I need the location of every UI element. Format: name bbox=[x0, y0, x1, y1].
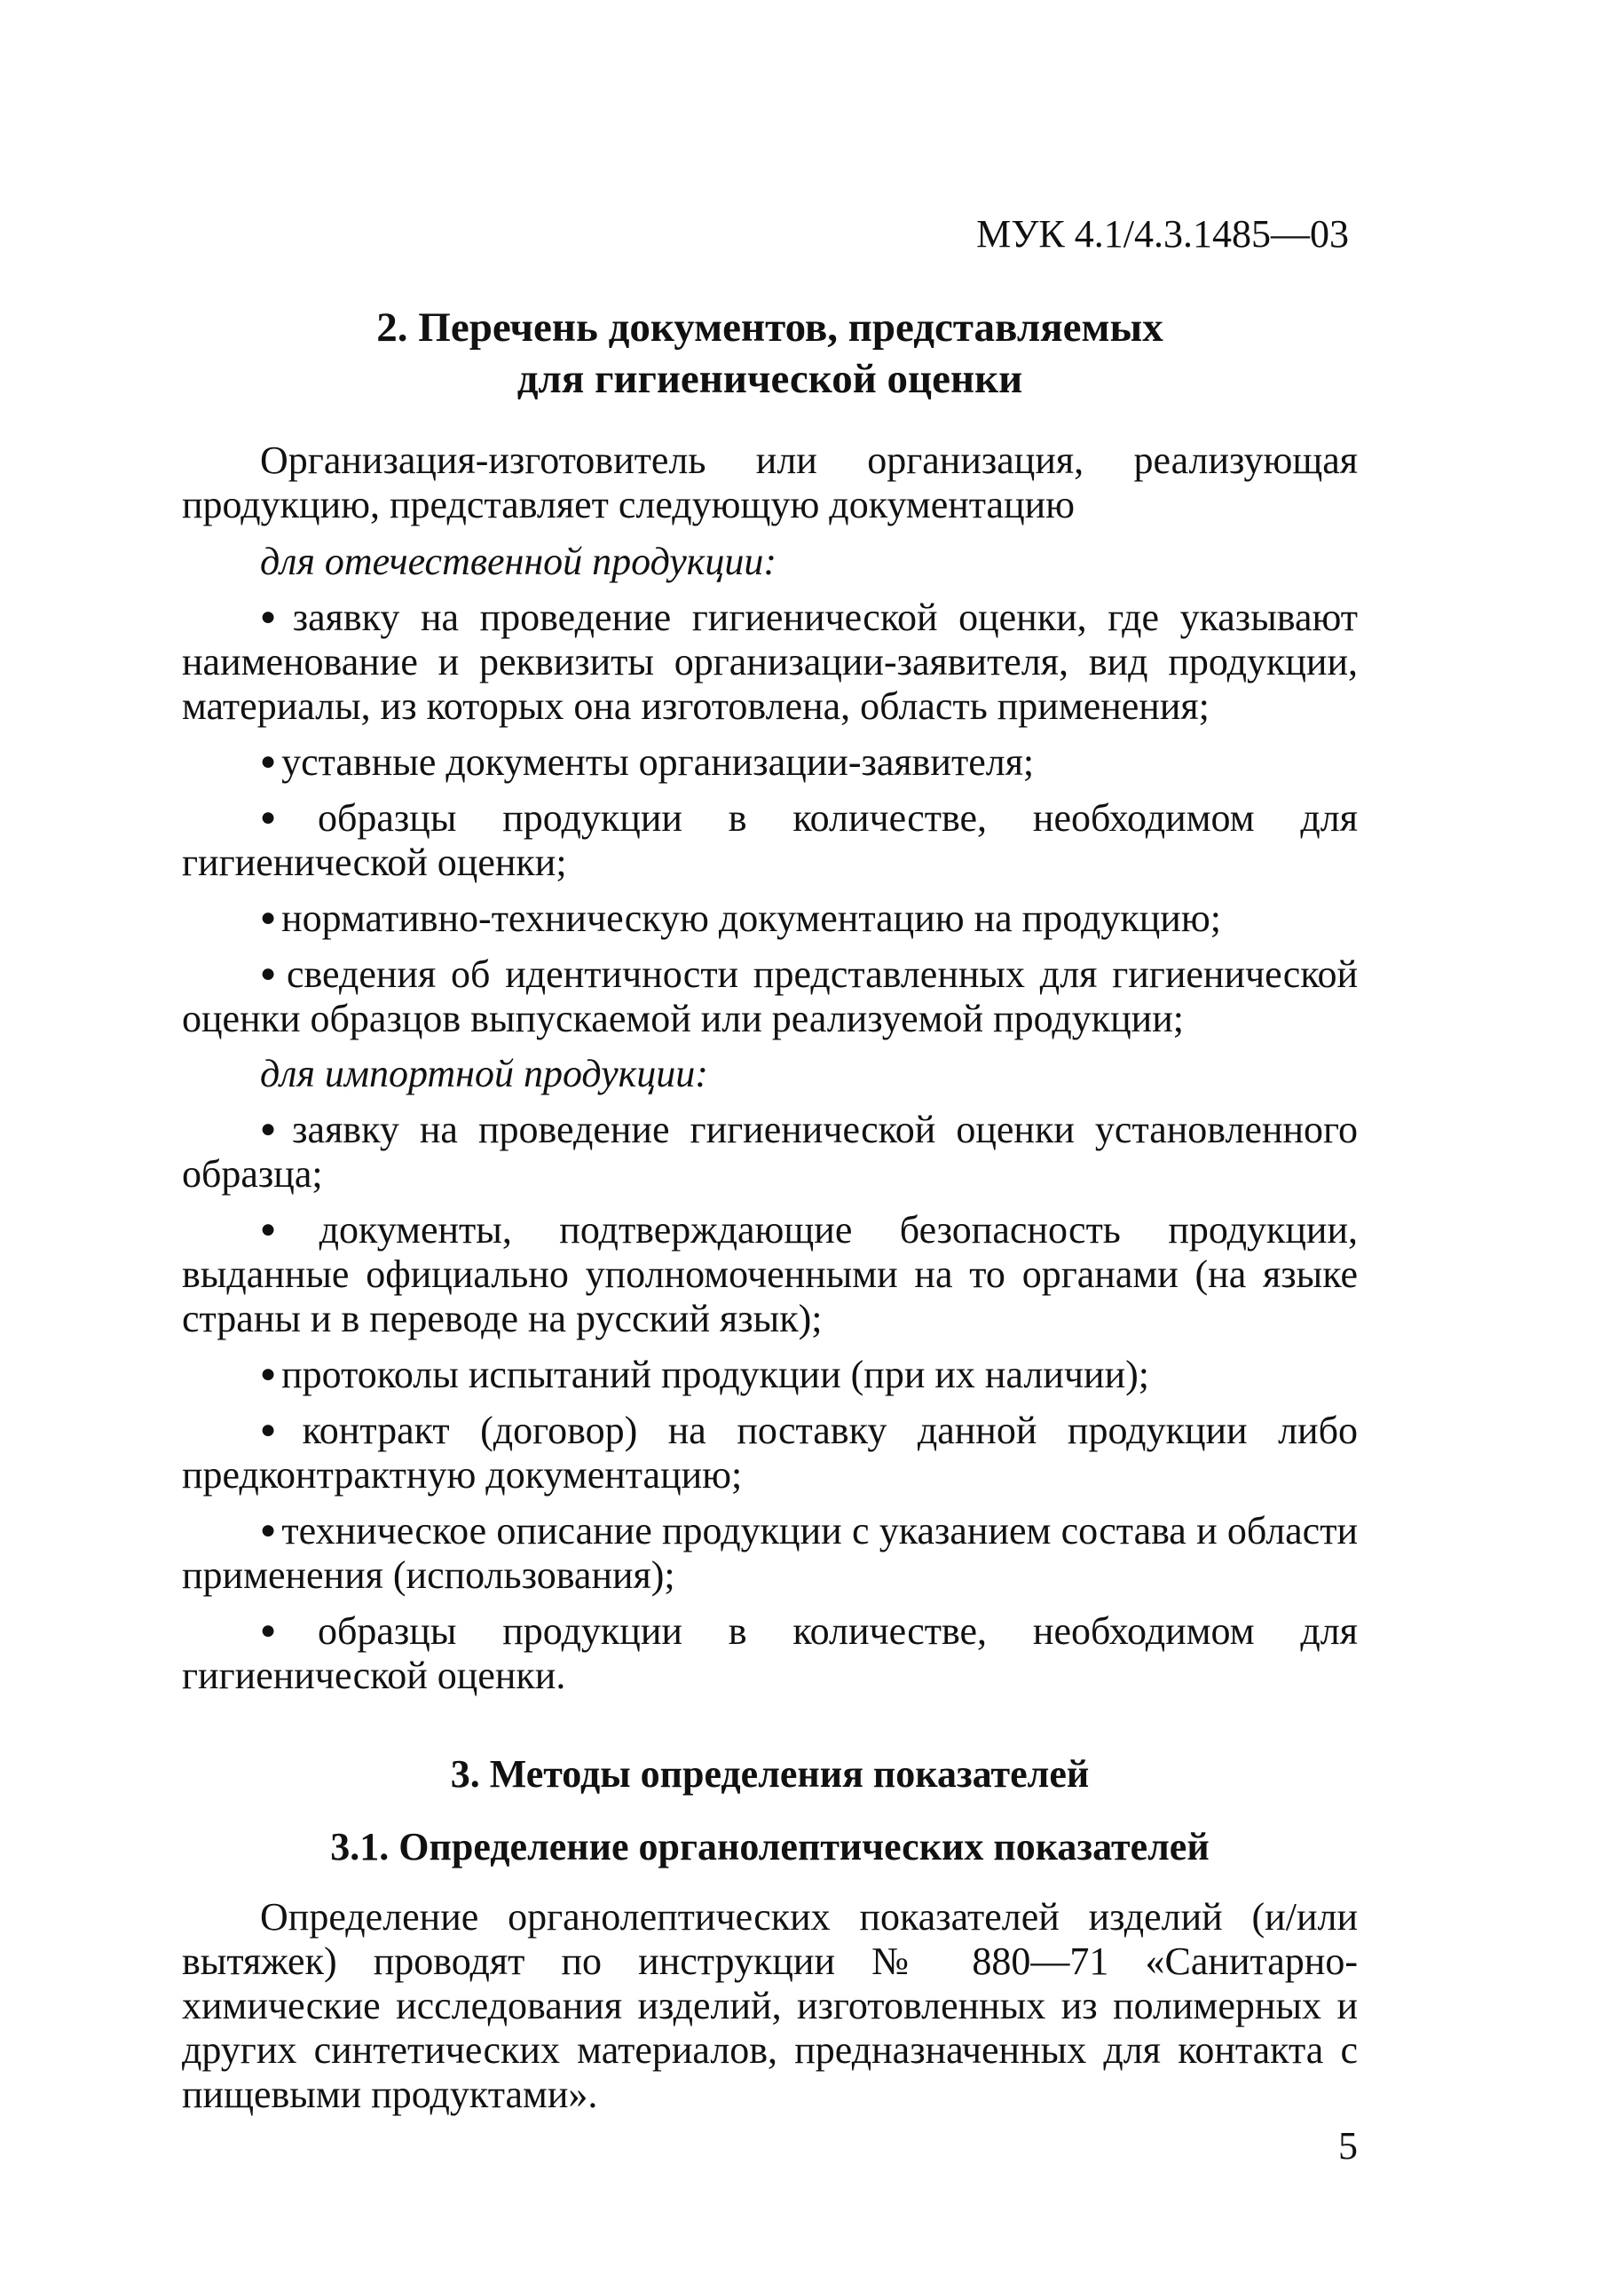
section-3-1-text: Определение органолептических показателей изделий (и/или вытяжек) проводят по инструкции № 880—71 «Санитарно-химические исследования изделий, изготовленных из полимерных и других синтетических материалов, предназначенных для контакта с пищевыми продуктами». bbox=[182, 1895, 1358, 2116]
list-item: ● сведения об идентичности представленных для гигиенической оценки образцов выпускаемой или реализуемой продукции; bbox=[182, 952, 1358, 1040]
section-2 bbox=[182, 302, 1358, 1698]
bullet-icon: ● bbox=[260, 903, 277, 932]
domestic-products-heading: для отечественной продукции: bbox=[260, 540, 777, 583]
list-item: ● документы, подтверждающие безопасность продукции, выданные официально уполномоченными на то органами (на языке страны и в переводе на русский язык); bbox=[182, 1208, 1358, 1340]
section-3 bbox=[182, 1750, 1358, 2117]
list-item: ● контракт (договор) на поставку данной продукции либо предконтрактную документацию; bbox=[182, 1409, 1358, 1497]
list-item: ● уставные документы организации-заявителя; bbox=[260, 740, 1035, 784]
bullet-icon: ● bbox=[260, 1214, 314, 1244]
list-item: ● нормативно-техническую документацию на продукцию; bbox=[260, 897, 1221, 940]
section-3-title: 3. Методы определения показателей bbox=[450, 1752, 1090, 1796]
bullet-icon: ● bbox=[260, 602, 288, 631]
bullet-icon: ● bbox=[260, 802, 312, 832]
list-item: ● образцы продукции в количестве, необходимом для гигиенической оценки; bbox=[182, 796, 1358, 884]
list-item: ● техническое описание продукции с указанием состава и области применения (использования); bbox=[182, 1509, 1358, 1597]
section-2-intro: Организация-изготовитель или организация, реализующая продукцию, представляет следующую документацию bbox=[182, 438, 1358, 526]
import-items-list bbox=[182, 1107, 1358, 1698]
bullet-icon: ● bbox=[260, 1114, 288, 1143]
document-code: МУК 4.1/4.3.1485—03 bbox=[976, 212, 1349, 256]
import-products-heading: для импортной продукции: bbox=[260, 1052, 708, 1095]
domestic-items-list bbox=[182, 595, 1358, 1041]
list-item: ● заявку на проведение гигиенической оценки установленного образца; bbox=[182, 1108, 1359, 1196]
list-item: ● образцы продукции в количестве, необходимом для гигиенической оценки. bbox=[182, 1609, 1358, 1697]
bullet-icon: ● bbox=[260, 1515, 277, 1544]
section-3-1-subtitle: 3.1. Определение органолептических показателей bbox=[330, 1825, 1210, 1868]
bullet-icon: ● bbox=[260, 1615, 312, 1645]
section-2-title-line-2: для гигиенической оценки bbox=[516, 356, 1023, 402]
section-2-title bbox=[182, 302, 1358, 405]
bullet-icon: ● bbox=[260, 1359, 277, 1388]
section-2-title-line-1: 2. Перечень документов, представляемых bbox=[376, 304, 1163, 351]
bullet-icon: ● bbox=[260, 1415, 297, 1444]
bullet-icon: ● bbox=[260, 747, 277, 776]
page-content bbox=[182, 302, 1358, 2117]
bullet-icon: ● bbox=[260, 959, 281, 988]
list-item: ● заявку на проведение гигиенической оценки, где указывают наименование и реквизиты организации-заявителя, вид продукции, материалы, из которых она изготовлена, область применения; bbox=[182, 596, 1358, 728]
page-number: 5 bbox=[1338, 2124, 1358, 2168]
list-item: ● протоколы испытаний продукции (при их наличии); bbox=[260, 1353, 1149, 1396]
